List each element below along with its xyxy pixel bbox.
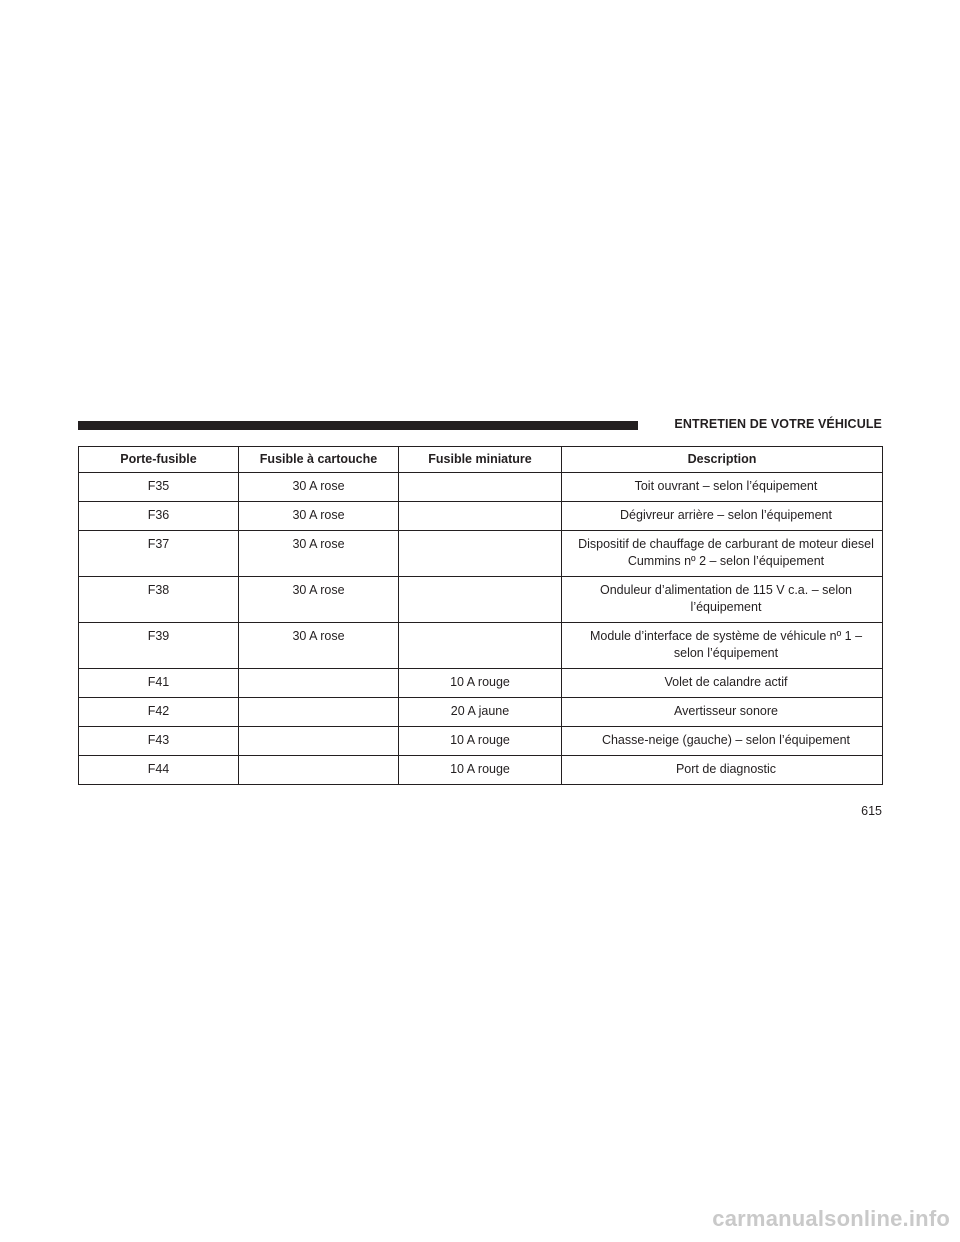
cell-fusible-miniature: 20 A jaune bbox=[399, 698, 562, 727]
cell-fusible-miniature bbox=[399, 531, 562, 577]
column-header-fusible-cartouche: Fusible à cartouche bbox=[239, 447, 399, 473]
cell-porte-fusible: F36 bbox=[79, 502, 239, 531]
cell-fusible-cartouche bbox=[239, 669, 399, 698]
table-row bbox=[79, 623, 883, 669]
cell-fusible-cartouche bbox=[239, 756, 399, 785]
table-row bbox=[79, 502, 883, 531]
cell-porte-fusible: F37 bbox=[79, 531, 239, 577]
cell-description: Port de diagnostic bbox=[562, 756, 883, 785]
section-title: ENTRETIEN DE VOTRE VÉHICULE bbox=[674, 417, 882, 431]
column-header-description: Description bbox=[562, 447, 883, 473]
cell-fusible-cartouche bbox=[239, 727, 399, 756]
column-header-porte-fusible: Porte-fusible bbox=[79, 447, 239, 473]
cell-fusible-cartouche: 30 A rose bbox=[239, 577, 399, 623]
header-rule-bar bbox=[78, 421, 638, 430]
table-row bbox=[79, 727, 883, 756]
cell-porte-fusible: F41 bbox=[79, 669, 239, 698]
cell-porte-fusible: F43 bbox=[79, 727, 239, 756]
cell-fusible-miniature: 10 A rouge bbox=[399, 727, 562, 756]
cell-fusible-miniature: 10 A rouge bbox=[399, 669, 562, 698]
table-header-row bbox=[79, 447, 883, 473]
cell-description: Toit ouvrant – selon l’équipement bbox=[562, 473, 883, 502]
cell-description: Avertisseur sonore bbox=[562, 698, 883, 727]
cell-porte-fusible: F44 bbox=[79, 756, 239, 785]
fuse-table bbox=[78, 446, 883, 785]
page-number: 615 bbox=[861, 804, 882, 818]
cell-fusible-miniature bbox=[399, 623, 562, 669]
cell-description: Volet de calandre actif bbox=[562, 669, 883, 698]
cell-fusible-cartouche: 30 A rose bbox=[239, 623, 399, 669]
cell-description: Onduleur d’alimentation de 115 V c.a. – selon l’équipement bbox=[562, 577, 883, 623]
cell-fusible-miniature: 10 A rouge bbox=[399, 756, 562, 785]
table-row bbox=[79, 531, 883, 577]
cell-fusible-cartouche: 30 A rose bbox=[239, 502, 399, 531]
table-row bbox=[79, 473, 883, 502]
cell-porte-fusible: F42 bbox=[79, 698, 239, 727]
cell-description: Chasse-neige (gauche) – selon l’équipement bbox=[562, 727, 883, 756]
cell-fusible-cartouche bbox=[239, 698, 399, 727]
cell-porte-fusible: F38 bbox=[79, 577, 239, 623]
cell-fusible-miniature bbox=[399, 577, 562, 623]
cell-fusible-cartouche: 30 A rose bbox=[239, 531, 399, 577]
cell-description: Module d’interface de système de véhicule nº 1 – selon l’équipement bbox=[562, 623, 883, 669]
cell-fusible-miniature bbox=[399, 473, 562, 502]
table-row bbox=[79, 756, 883, 785]
table-row bbox=[79, 577, 883, 623]
watermark-text: carmanualsonline.info bbox=[712, 1206, 950, 1231]
cell-description: Dégivreur arrière – selon l’équipement bbox=[562, 502, 883, 531]
cell-fusible-cartouche: 30 A rose bbox=[239, 473, 399, 502]
cell-fusible-miniature bbox=[399, 502, 562, 531]
table-row bbox=[79, 669, 883, 698]
column-header-fusible-miniature: Fusible miniature bbox=[399, 447, 562, 473]
cell-porte-fusible: F39 bbox=[79, 623, 239, 669]
table-row bbox=[79, 698, 883, 727]
cell-description: Dispositif de chauffage de carburant de moteur diesel Cummins nº 2 – selon l’équipement bbox=[562, 531, 883, 577]
cell-porte-fusible: F35 bbox=[79, 473, 239, 502]
